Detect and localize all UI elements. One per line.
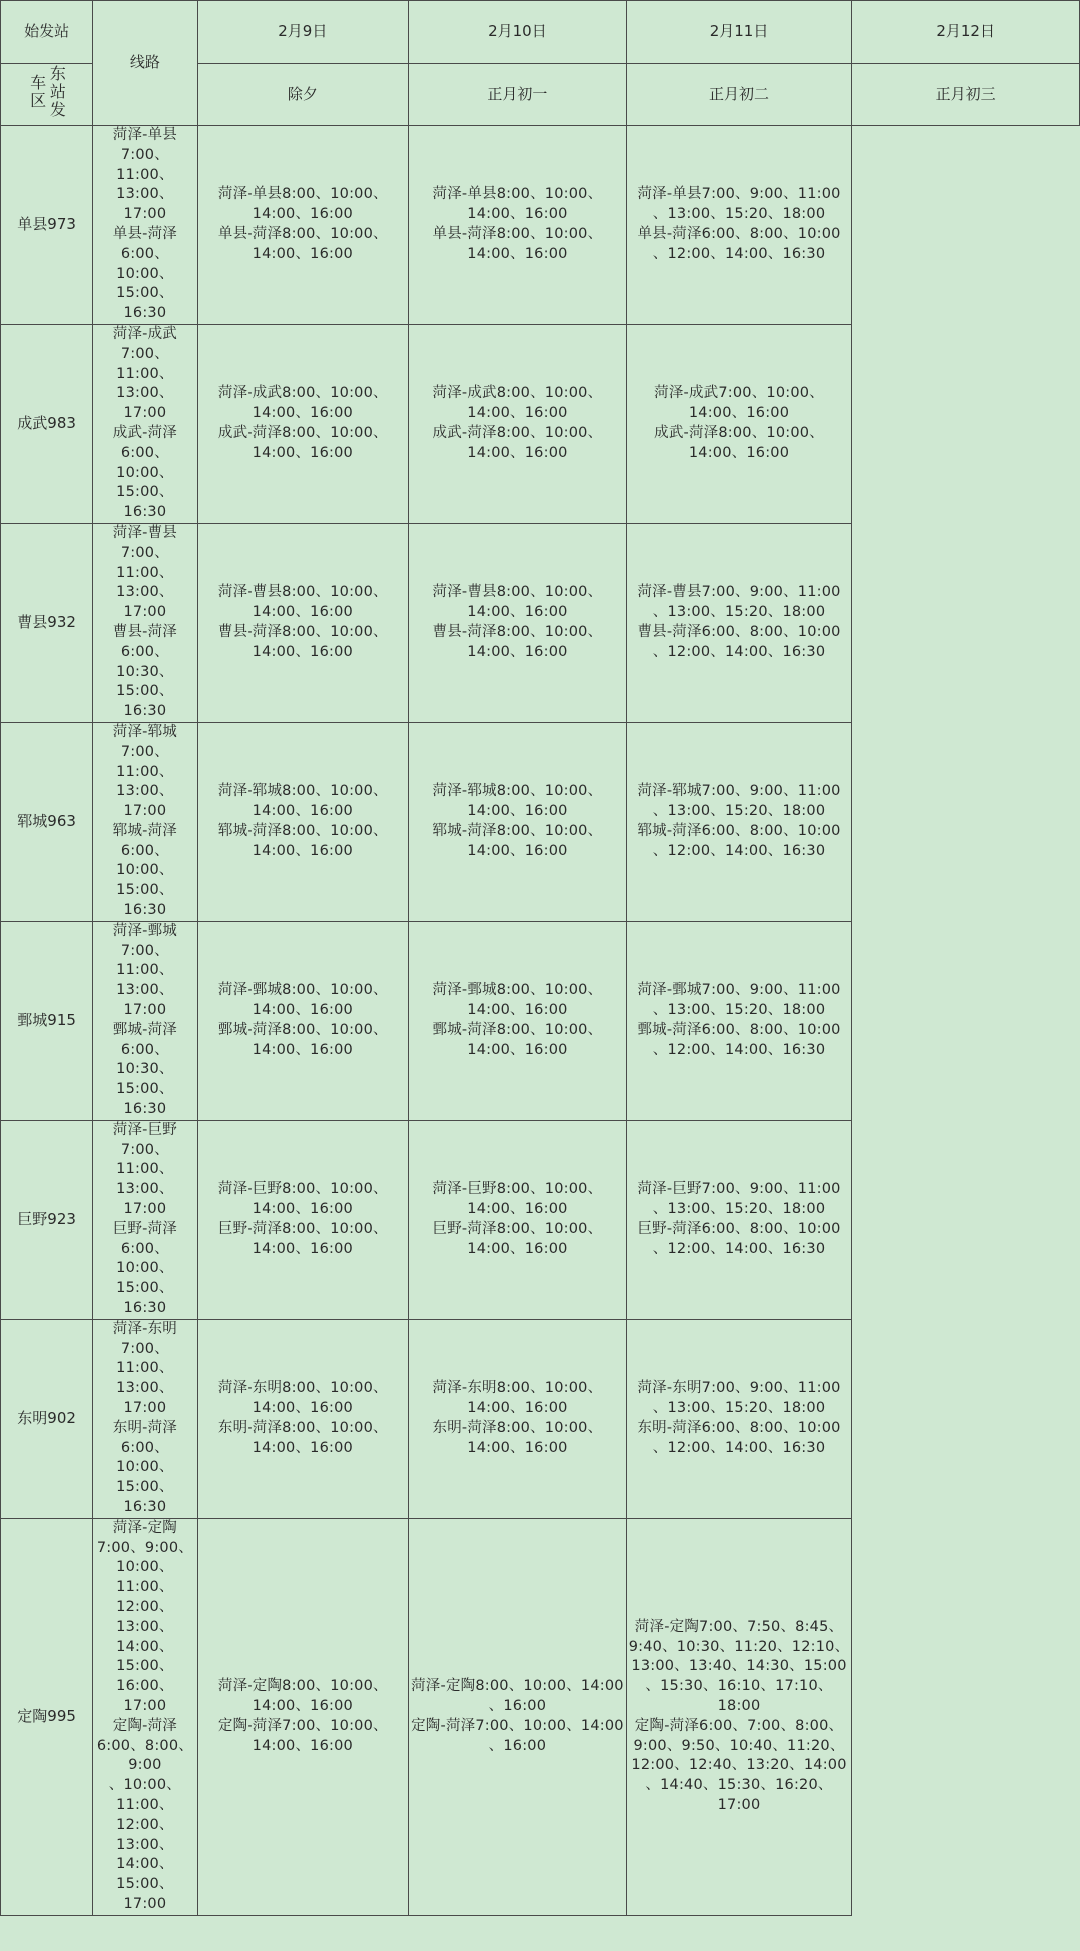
schedule-cell: 菏泽-单县8:00、10:00、 14:00、16:00 单县-菏泽8:00、10:00、 14:00、16:00 xyxy=(197,126,409,325)
schedule-cell: 菏泽-郓城8:00、10:00、 14:00、16:00 郓城-菏泽8:00、10:00、 14:00、16:00 xyxy=(409,722,627,921)
lunar-header: 正月初二 xyxy=(626,64,852,126)
route-name: 鄄城915 xyxy=(1,921,93,1120)
table-row xyxy=(1,1120,1080,1319)
schedule-cell: 菏泽-郓城7:00、9:00、11:00 、13:00、15:20、18:00 郓城-菏泽6:00、8:00、10:00 、12:00、14:00、16:30 xyxy=(626,722,852,921)
schedule-cell: 菏泽-定陶7:00、9:00、 10:00、11:00、12:00、 13:00、14:00、15:00、 16:00、17:00 定陶-菏泽6:00、8:00、9:00 、10:00、11:00、12:00、 13:00、14:00、15:00、 17:00 xyxy=(93,1518,197,1915)
station-name: 东站发车区 xyxy=(27,64,67,119)
route-name: 巨野923 xyxy=(1,1120,93,1319)
schedule-cell: 菏泽-巨野7:00、9:00、11:00 、13:00、15:20、18:00 巨野-菏泽6:00、8:00、10:00 、12:00、14:00、16:30 xyxy=(626,1120,852,1319)
lunar-header: 正月初三 xyxy=(852,64,1080,126)
station-cell xyxy=(1,64,93,126)
table-row xyxy=(1,921,1080,1120)
schedule-cell: 菏泽-鄄城8:00、10:00、 14:00、16:00 鄄城-菏泽8:00、10:00、 14:00、16:00 xyxy=(197,921,409,1120)
origin-header: 始发站 xyxy=(1,1,93,64)
schedule-cell: 菏泽-成武8:00、10:00、 14:00、16:00 成武-菏泽8:00、10:00、 14:00、16:00 xyxy=(409,324,627,523)
schedule-cell: 菏泽-单县7:00、11:00、 13:00、17:00 单县-菏泽6:00、10:00、 15:00、16:30 xyxy=(93,126,197,325)
schedule-cell: 菏泽-曹县8:00、10:00、 14:00、16:00 曹县-菏泽8:00、10:00、 14:00、16:00 xyxy=(197,523,409,722)
route-name: 定陶995 xyxy=(1,1518,93,1915)
date-header: 2月11日 xyxy=(626,1,852,64)
schedule-cell: 菏泽-郓城8:00、10:00、 14:00、16:00 郓城-菏泽8:00、10:00、 14:00、16:00 xyxy=(197,722,409,921)
date-header: 2月10日 xyxy=(409,1,627,64)
schedule-cell: 菏泽-巨野7:00、11:00、 13:00、17:00 巨野-菏泽6:00、10:00、 15:00、16:30 xyxy=(93,1120,197,1319)
schedule-cell: 菏泽-郓城7:00、11:00、 13:00、17:00 郓城-菏泽6:00、10:00、 15:00、16:30 xyxy=(93,722,197,921)
table-row xyxy=(1,324,1080,523)
schedule-cell: 菏泽-东明8:00、10:00、 14:00、16:00 东明-菏泽8:00、10:00、 14:00、16:00 xyxy=(197,1319,409,1518)
schedule-cell: 菏泽-东明7:00、11:00、 13:00、17:00 东明-菏泽6:00、10:00、 15:00、16:30 xyxy=(93,1319,197,1518)
schedule-cell: 菏泽-成武7:00、11:00、 13:00、17:00 成武-菏泽6:00、10:00、 15:00、16:30 xyxy=(93,324,197,523)
schedule-cell: 菏泽-巨野8:00、10:00、 14:00、16:00 巨野-菏泽8:00、10:00、 14:00、16:00 xyxy=(409,1120,627,1319)
table-row xyxy=(1,523,1080,722)
schedule-cell: 菏泽-东明8:00、10:00、 14:00、16:00 东明-菏泽8:00、10:00、 14:00、16:00 xyxy=(409,1319,627,1518)
route-name: 单县973 xyxy=(1,126,93,325)
schedule-cell: 菏泽-巨野8:00、10:00、 14:00、16:00 巨野-菏泽8:00、10:00、 14:00、16:00 xyxy=(197,1120,409,1319)
schedule-cell: 菏泽-定陶8:00、10:00、 14:00、16:00 定陶-菏泽7:00、10:00、 14:00、16:00 xyxy=(197,1518,409,1915)
schedule-cell: 菏泽-单县7:00、9:00、11:00 、13:00、15:20、18:00 单县-菏泽6:00、8:00、10:00 、12:00、14:00、16:30 xyxy=(626,126,852,325)
date-header: 2月12日 xyxy=(852,1,1080,64)
table-row xyxy=(1,1518,1080,1915)
schedule-cell: 菏泽-定陶7:00、7:50、8:45、 9:40、10:30、11:20、12:10、 13:00、13:40、14:30、15:00 、15:30、16:10、17:10、 18:00 定陶-菏泽6:00、7:00、8:00、 9:00、9:50、10:40、11:20、 12:00、12:40、13:20、14:00 、14:40、15:30、16:20、 17:00 xyxy=(626,1518,852,1915)
schedule-cell: 菏泽-成武7:00、10:00、 14:00、16:00 成武-菏泽8:00、10:00、 14:00、16:00 xyxy=(626,324,852,523)
route-header: 线路 xyxy=(93,1,197,126)
date-header-row xyxy=(1,1,1080,64)
schedule-cell: 菏泽-曹县7:00、11:00、 13:00、17:00 曹县-菏泽6:00、10:30、 15:00、16:30 xyxy=(93,523,197,722)
date-header: 2月9日 xyxy=(197,1,409,64)
schedule-cell: 菏泽-鄄城7:00、11:00、 13:00、17:00 鄄城-菏泽6:00、10:30、 15:00、16:30 xyxy=(93,921,197,1120)
schedule-cell: 菏泽-鄄城8:00、10:00、 14:00、16:00 鄄城-菏泽8:00、10:00、 14:00、16:00 xyxy=(409,921,627,1120)
route-name: 郓城963 xyxy=(1,722,93,921)
route-name: 曹县932 xyxy=(1,523,93,722)
schedule-cell: 菏泽-单县8:00、10:00、 14:00、16:00 单县-菏泽8:00、10:00、 14:00、16:00 xyxy=(409,126,627,325)
schedule-cell: 菏泽-成武8:00、10:00、 14:00、16:00 成武-菏泽8:00、10:00、 14:00、16:00 xyxy=(197,324,409,523)
route-name: 东明902 xyxy=(1,1319,93,1518)
schedule-cell: 菏泽-东明7:00、9:00、11:00 、13:00、15:20、18:00 东明-菏泽6:00、8:00、10:00 、12:00、14:00、16:30 xyxy=(626,1319,852,1518)
route-name: 成武983 xyxy=(1,324,93,523)
table-row xyxy=(1,126,1080,325)
lunar-header: 除夕 xyxy=(197,64,409,126)
schedule-cell: 菏泽-定陶8:00、10:00、14:00 、16:00 定陶-菏泽7:00、10:00、14:00 、16:00 xyxy=(409,1518,627,1915)
schedule-cell: 菏泽-鄄城7:00、9:00、11:00 、13:00、15:20、18:00 鄄城-菏泽6:00、8:00、10:00 、12:00、14:00、16:30 xyxy=(626,921,852,1120)
table-row xyxy=(1,722,1080,921)
schedule-cell: 菏泽-曹县8:00、10:00、 14:00、16:00 曹县-菏泽8:00、10:00、 14:00、16:00 xyxy=(409,523,627,722)
lunar-header: 正月初一 xyxy=(409,64,627,126)
table-row xyxy=(1,1319,1080,1518)
schedule-cell: 菏泽-曹县7:00、9:00、11:00 、13:00、15:20、18:00 曹县-菏泽6:00、8:00、10:00 、12:00、14:00、16:30 xyxy=(626,523,852,722)
